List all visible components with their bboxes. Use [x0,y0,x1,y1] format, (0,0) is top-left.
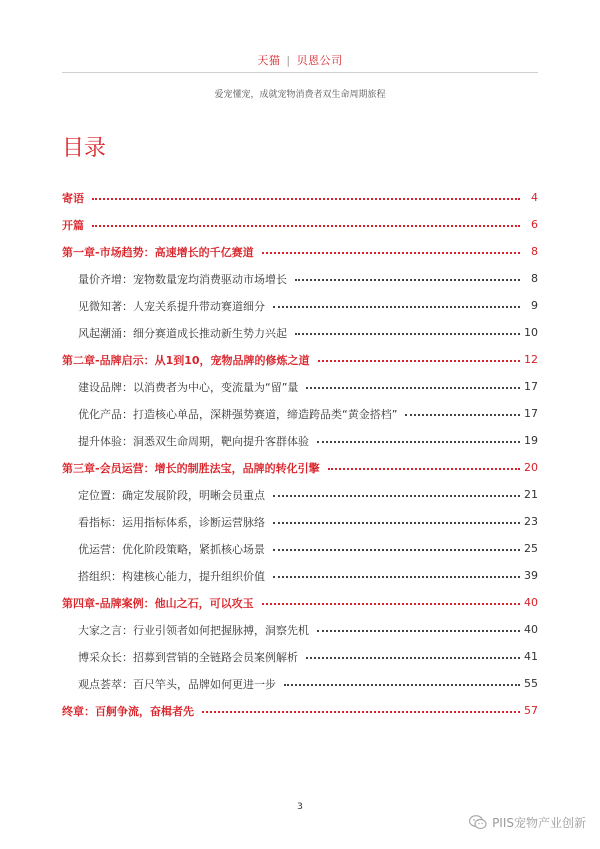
toc-entry-label: 博采众长：招募到营销的全链路会员案例解析 [78,649,302,665]
toc-page-number: 12 [524,353,538,366]
toc-section-entry[interactable] [62,643,538,670]
toc-section-entry[interactable] [62,670,538,697]
toc-page-number: 17 [524,380,538,393]
toc-section-entry[interactable] [62,319,538,346]
toc-page-number: 17 [524,407,538,420]
toc-entry-label: 定位置：确定发展阶段，明晰会员重点 [78,487,269,503]
toc-section-entry[interactable] [62,616,538,643]
toc-page-number: 25 [524,542,538,555]
toc-title: 目录 [62,136,107,161]
watermark [469,814,586,831]
toc-entry-label: 第四章-品牌案例：他山之石，可以攻玉 [62,595,258,611]
toc-dot-leader [317,630,520,632]
toc-section-entry[interactable] [62,535,538,562]
toc-dot-leader [306,657,520,659]
toc-dot-leader [317,441,520,443]
header-divider [62,72,538,73]
toc-entry-label: 看指标：运用指标体系，诊断运营脉络 [78,514,269,530]
toc-entry-label: 终章：百舸争流，奋楫者先 [62,703,198,719]
toc-entry-label: 第一章-市场趋势：高速增长的千亿赛道 [62,244,258,260]
toc-entry-label: 搭组织：构建核心能力，提升组织价值 [78,568,269,584]
toc-dot-leader [284,684,520,686]
toc-page-number: 4 [531,191,538,204]
toc-page-number: 57 [524,704,538,717]
toc-dot-leader [262,603,520,605]
toc-page-number: 19 [524,434,538,447]
toc-entry-label: 提升体验：洞悉双生命周期，靶向提升客群体验 [78,433,313,449]
toc-dot-leader [273,522,520,524]
toc-entry-label: 风起潮涌：细分赛道成长推动新生势力兴起 [78,325,291,341]
toc-chapter-entry[interactable] [62,238,538,265]
toc-dot-leader [273,495,520,497]
toc-entry-label: 寄语 [62,190,88,206]
toc-dot-leader [405,414,520,416]
toc-chapter-entry[interactable] [62,184,538,211]
toc-entry-label: 优化产品：打造核心单品，深耕强势赛道，缔造跨品类“黄金搭档” [78,406,401,422]
toc-dot-leader [92,225,520,227]
toc-page-number: 55 [524,677,538,690]
toc-page-number: 40 [524,596,538,609]
toc-page-number: 8 [531,245,538,258]
toc-chapter-entry[interactable] [62,454,538,481]
toc-dot-leader [306,387,520,389]
toc-dot-leader [202,711,520,713]
brand-separator: | [286,54,291,67]
page-number: 3 [297,802,303,812]
toc-section-entry[interactable] [62,508,538,535]
toc-dot-leader [273,306,520,308]
toc-page-number: 41 [524,650,538,663]
toc-entry-label: 开篇 [62,217,88,233]
toc-section-entry[interactable] [62,562,538,589]
toc-dot-leader [318,360,520,362]
toc-entry-label: 观点荟萃：百尺竿头，品牌如何更进一步 [78,676,280,692]
toc-section-entry[interactable] [62,400,538,427]
toc-page-number: 40 [524,623,538,636]
toc-entry-label: 大家之言：行业引领者如何把握脉搏，洞察先机 [78,622,313,638]
toc-dot-leader [295,333,520,335]
toc-dot-leader [92,198,520,200]
toc-entry-label: 见微知著：人宠关系提升带动赛道细分 [78,298,269,314]
toc-page-number: 39 [524,569,538,582]
toc-section-entry[interactable] [62,265,538,292]
wechat-icon [469,815,487,830]
toc-entry-label: 量价齐增：宠物数量宠均消费驱动市场增长 [78,271,291,287]
brand-bain: 贝恩公司 [296,54,343,67]
toc-chapter-entry[interactable] [62,697,538,724]
toc-page-number: 21 [524,488,538,501]
toc-chapter-entry[interactable] [62,346,538,373]
toc-entry-label: 建设品牌：以消费者为中心，变流量为“留”量 [78,379,302,395]
header-subtitle: 爱宠懂宠，成就宠物消费者双生命周期旅程 [214,90,386,100]
toc-dot-leader [328,468,520,470]
table-of-contents [62,184,538,724]
toc-entry-label: 优运营：优化阶段策略，紧抓核心场景 [78,541,269,557]
toc-page-number: 10 [524,326,538,339]
toc-page-number: 8 [531,272,538,285]
toc-dot-leader [262,252,520,254]
toc-chapter-entry[interactable] [62,211,538,238]
toc-page-number: 20 [524,461,538,474]
toc-page-number: 23 [524,515,538,528]
toc-dot-leader [273,549,520,551]
toc-dot-leader [273,576,520,578]
toc-entry-label: 第三章-会员运营：增长的制胜法宝，品牌的转化引擎 [62,460,324,476]
toc-entry-label: 第二章-品牌启示：从1到10，宠物品牌的修炼之道 [62,352,314,368]
toc-section-entry[interactable] [62,427,538,454]
toc-chapter-entry[interactable] [62,589,538,616]
toc-dot-leader [295,279,520,281]
toc-section-entry[interactable] [62,373,538,400]
header-brand [0,52,600,68]
toc-page-number: 9 [531,299,538,312]
watermark-text: PIIS宠物产业创新 [492,816,586,830]
toc-page-number: 6 [531,218,538,231]
brand-tmall: 天猫 [257,54,281,67]
toc-section-entry[interactable] [62,292,538,319]
toc-section-entry[interactable] [62,481,538,508]
